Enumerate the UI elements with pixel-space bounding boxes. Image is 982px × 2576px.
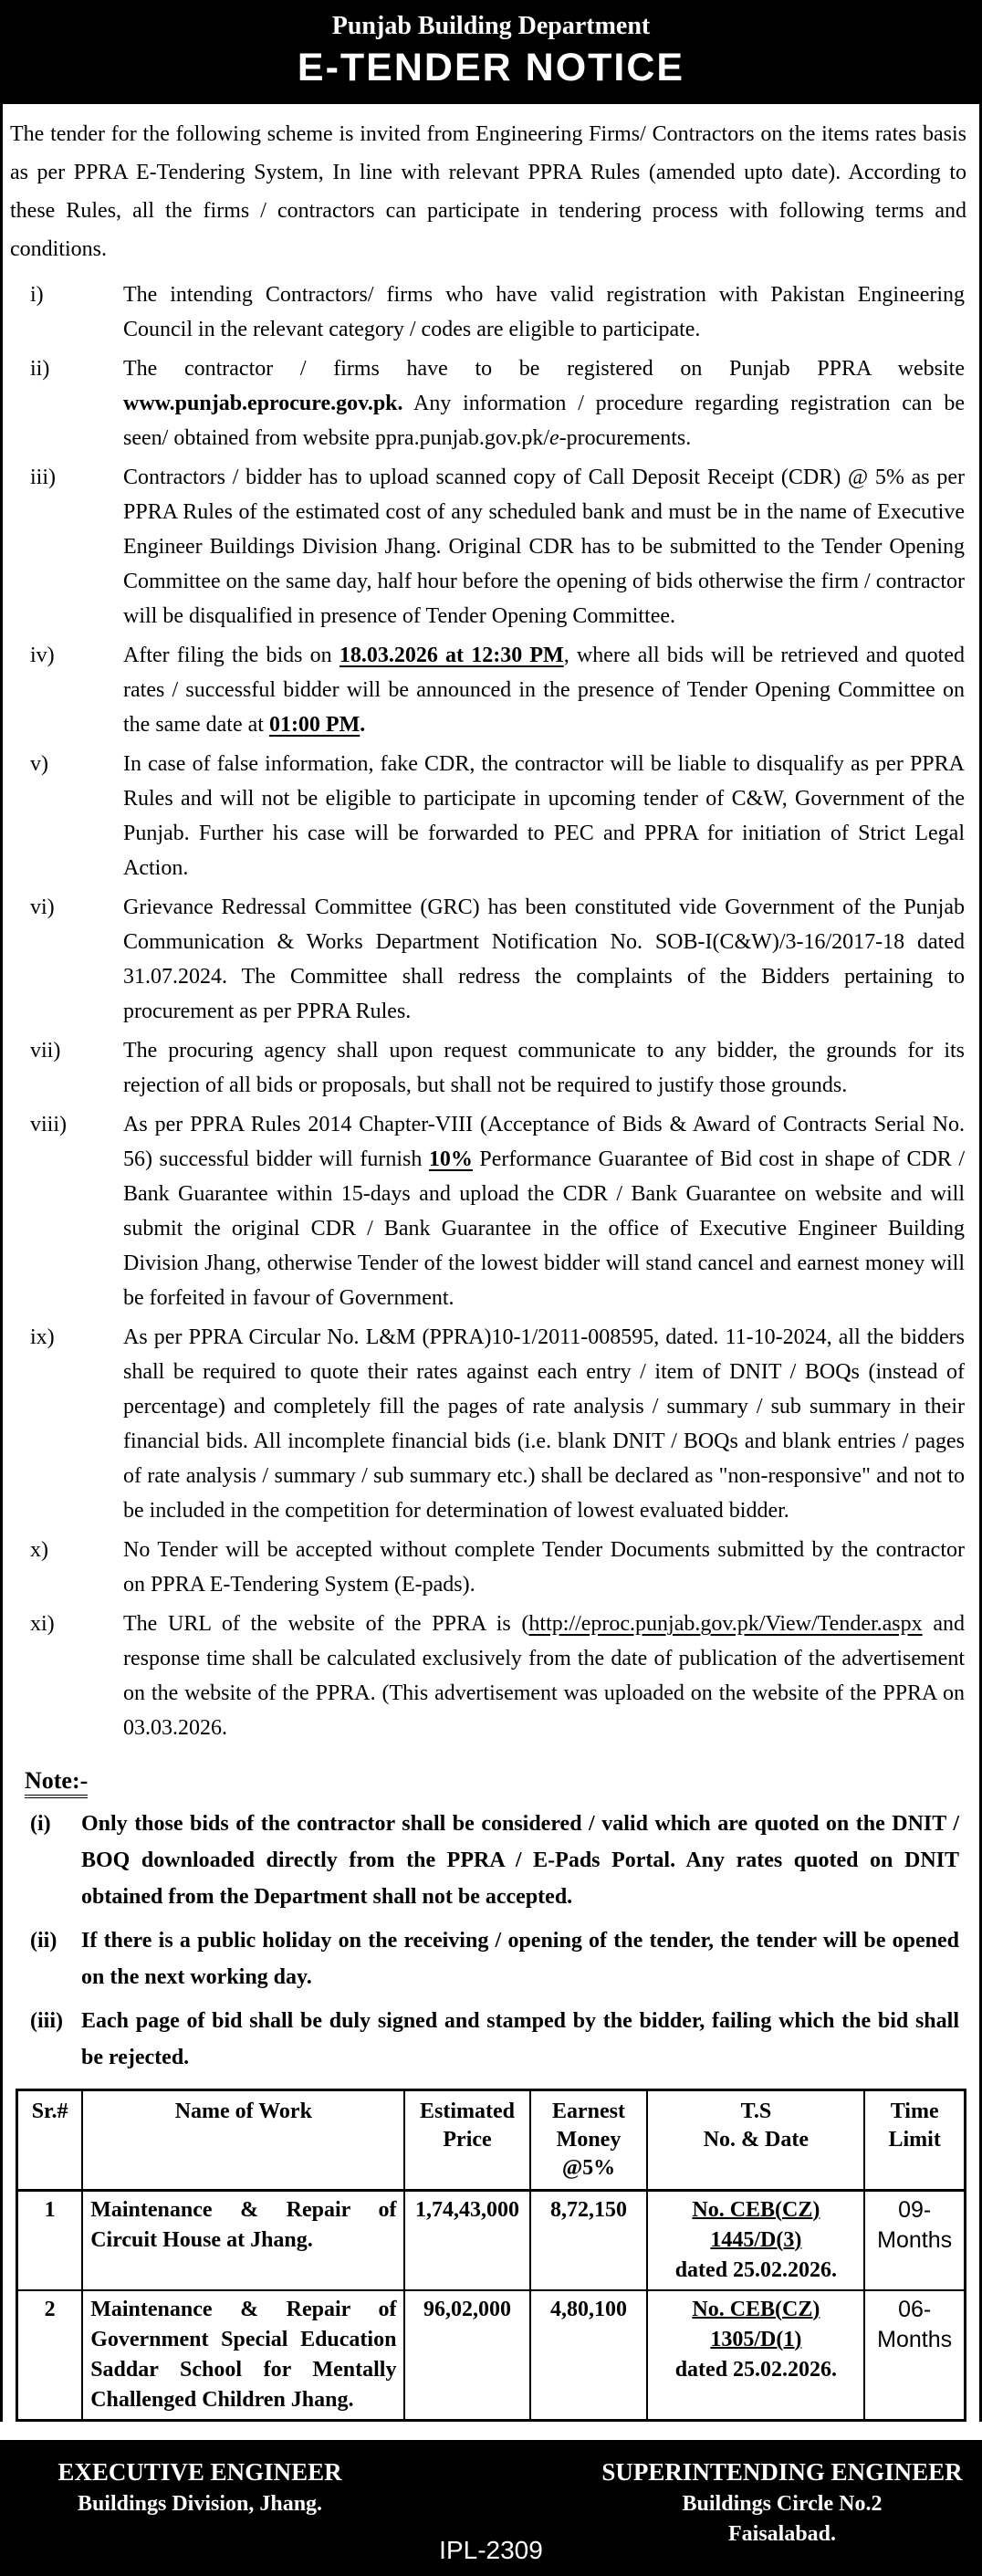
text-segment: After filing the bids on — [123, 644, 340, 667]
ts-number: No. CEB(CZ) 1445/D(3) — [692, 2198, 820, 2252]
table-row — [17, 2191, 966, 2291]
term-item — [30, 1320, 965, 1528]
note-item-text: Each page of bid shall be duly signed and stamped by the bidder, failing which the bid shall be rejected. — [81, 2009, 959, 2069]
text-segment: http://eproc.punjab.gov.pk/View/Tender.aspx — [528, 1612, 923, 1636]
term-item — [30, 1607, 965, 1745]
executive-engineer-title: EXECUTIVE ENGINEER — [57, 2458, 342, 2486]
term-marker: ix) — [30, 1325, 55, 1349]
term-marker: vi) — [30, 895, 55, 919]
ts-date: dated 25.02.2026. — [674, 2258, 838, 2282]
cell-name-of-work: Maintenance & Repair of Government Special Education Saddar School for Mentally Challenged Children Jhang. — [82, 2290, 404, 2421]
term-text — [123, 277, 965, 347]
ts-number: No. CEB(CZ) 1305/D(1) — [692, 2298, 820, 2351]
note-item-marker: (iii) — [30, 2009, 63, 2033]
cell-serial: 1 — [17, 2191, 83, 2291]
term-item — [30, 1533, 965, 1602]
note-item — [30, 1922, 959, 1995]
note-heading-row — [25, 1767, 979, 1795]
table-header-cell — [17, 2090, 83, 2191]
term-text — [123, 1033, 965, 1103]
note-item-marker: (ii) — [30, 1929, 57, 1953]
text-segment: Grievance Redressal Committee (GRC) has been constituted vide Government of the Punjab Communication & Works Department Notification No. SOB-I(C&W)/3-16/2017-18 dated 31.07.2024. The Committee shall redress the complaints of the Bidders pertaining to procurement as per PPRA Rules. — [123, 895, 965, 1023]
ts-date: dated 25.02.2026. — [674, 2358, 838, 2382]
note-item-marker: (i) — [30, 1812, 51, 1836]
table-header-line: @5% — [561, 2156, 616, 2180]
cell-estimated-price: 1,74,43,000 — [404, 2191, 529, 2291]
table-header-line: Limit — [888, 2128, 941, 2152]
cell-ts-no-date — [647, 2290, 864, 2421]
term-item — [30, 351, 965, 456]
cell-earnest-money: 8,72,150 — [530, 2191, 648, 2291]
text-segment: 10% — [428, 1147, 473, 1171]
text-segment: -procurements. — [559, 426, 692, 450]
term-item — [30, 460, 965, 634]
table-row — [17, 2290, 966, 2421]
department-title: Punjab Building Department — [331, 12, 651, 40]
ipl-number: IPL-2309 — [439, 2536, 543, 2564]
note-item — [30, 1806, 959, 1915]
term-item — [30, 1107, 965, 1315]
term-marker: xi) — [30, 1612, 55, 1636]
table-header-line: Estimated — [420, 2100, 516, 2123]
text-segment: . — [360, 713, 366, 737]
term-text — [123, 1320, 965, 1528]
text-segment: As per PPRA Circular No. L&M (PPRA)10-1/2011-008595, dated. 11-10-2024, all the bidders shall be required to quote their rates against each entry / item of DNIT / BOQs (instead of percentage) and completely fill the pages of rate analysis / summary / sub summary in their financial bids. All incomplete financial bids (i.e. blank DNIT / BOQs and blank entries / pages of rate analysis / summary / sub summary etc.) shall be declared as "non-responsive" and not to be included in the competition for determination of lowest evaluated bidder. — [123, 1325, 965, 1523]
term-item — [30, 890, 965, 1029]
superintending-engineer-block — [509, 2458, 964, 2547]
notice-footer — [0, 2440, 982, 2576]
table-header-line: Time — [890, 2100, 939, 2123]
text-segment: Contractors / bidder has to upload scanned copy of Call Deposit Receipt (CDR) @ 5% as per PPRA Rules of the estimated cost of any scheduled bank and must be in the name of Executive Engineer Buildings Division Jhang. Original CDR has to be submitted to the Tender Opening Committee on the same day, half hour before the opening of bids otherwise the firm / contractor will be disqualified in presence of Tender Opening Committee. — [123, 466, 965, 628]
term-item — [30, 747, 965, 885]
text-segment: e — [549, 426, 559, 450]
term-text — [123, 1533, 965, 1602]
note-item-text: Only those bids of the contractor shall be considered / valid which are quoted on the DNIT / BOQ downloaded directly from the PPRA / E-Pads Portal. Any rates quoted on DNIT obtained from the Department shall not be accepted. — [81, 1812, 959, 1909]
note-item — [30, 2003, 959, 2076]
term-item — [30, 277, 965, 347]
table-body — [17, 2191, 966, 2421]
term-marker: iii) — [30, 466, 56, 489]
term-item — [30, 638, 965, 742]
text-segment: Any information / procedure regarding registration can be seen/ obtained from website ppra.punjab.gov.pk/ — [123, 392, 965, 450]
cell-earnest-money: 4,80,100 — [530, 2290, 648, 2421]
table-header-line: Name of Work — [174, 2100, 312, 2123]
text-segment: The URL of the website of the PPRA is ( — [123, 1612, 529, 1636]
intro-paragraph: The tender for the following scheme is invited from Engineering Firms/ Contractors on the items rates basis as per PPRA E-Tendering System, In line with relevant PPRA Rules (amended upto date). According to these Rules, all the firms / contractors can participate in tendering process with following terms and conditions. — [10, 122, 966, 261]
text-segment: No Tender will be accepted without complete Tender Documents submitted by the contractor on PPRA E-Tendering System (E-pads). — [123, 1538, 965, 1597]
text-segment: 01:00 PM — [268, 713, 360, 737]
tender-table — [16, 2089, 966, 2422]
term-marker: iv) — [30, 644, 55, 667]
text-segment: The procuring agency shall upon request communicate to any bidder, the grounds for its rejection of all bids or proposals, but shall not be required to justify those grounds. — [123, 1039, 965, 1097]
table-header-line: Price — [443, 2128, 492, 2152]
text-segment: and response time shall be calculated exclusively from the date of publication of the advertisement on the website of the PPRA. (This advertisement was uploaded on the website of the PPRA on 03.03.2026. — [123, 1612, 965, 1740]
term-text — [123, 747, 965, 885]
term-item — [30, 1033, 965, 1103]
superintending-engineer-title: SUPERINTENDING ENGINEER — [601, 2458, 963, 2486]
term-text — [123, 1107, 965, 1315]
text-segment: Performance Guarantee of Bid cost in shape of CDR / Bank Guarantee within 15-days and upload the CDR / Bank Guarantee on website and will submit the original CDR / Bank Guarantee in the office of Executive Engineer Building Division Jhang, otherwise Tender of the lowest bidder will stand cancel and earnest money will be forfeited in favour of Government. — [123, 1147, 965, 1310]
executive-engineer-subtitle: Buildings Division, Jhang. — [77, 2492, 323, 2516]
table-header-cell — [404, 2090, 529, 2191]
table-header-cell — [864, 2090, 965, 2191]
table-header-line: No. & Date — [703, 2128, 810, 2152]
text-segment: In case of false information, fake CDR, the contractor will be liable to disqualify as per PPRA Rules and will not be eligible to participate in upcoming tender of C&W, Government of the Punjab. Further his case will be forwarded to PEC and PPRA for initiation of Strict Legal Action. — [123, 752, 965, 880]
term-text — [123, 351, 965, 456]
term-marker: vii) — [30, 1039, 61, 1063]
text-segment: 18.03.2026 at 12:30 PM — [339, 644, 564, 667]
term-marker: i) — [30, 283, 44, 307]
cell-time-limit: 06-Months — [864, 2290, 965, 2421]
note-heading: Note:- — [25, 1767, 88, 1798]
note-item-text: If there is a public holiday on the receiving / opening of the tender, the tender will be opened on the next working day. — [81, 1929, 959, 1989]
table-header-cell — [82, 2090, 404, 2191]
term-text — [123, 890, 965, 1029]
notice-body — [0, 104, 982, 2422]
note-list — [3, 1806, 979, 2076]
terms-list — [3, 277, 979, 1745]
term-text — [123, 460, 965, 634]
superintending-engineer-subtitle1: Buildings Circle No.2 — [682, 2492, 883, 2516]
term-marker: x) — [30, 1538, 48, 1562]
text-segment: The intending Contractors/ firms who have valid registration with Pakistan Engineering Council in the relevant category / codes are eligible to participate. — [123, 283, 965, 341]
term-marker: ii) — [30, 357, 50, 381]
table-header-line: Earnest — [552, 2100, 625, 2123]
executive-engineer-block — [18, 2458, 509, 2547]
cell-ts-no-date — [647, 2191, 864, 2291]
text-segment: As per PPRA Rules 2014 Chapter-VIII (Acceptance of Bids & Award of Contracts Serial No. 56) successful bidder will furnish — [123, 1113, 965, 1171]
table-header-cell — [530, 2090, 648, 2191]
cell-serial: 2 — [17, 2290, 83, 2421]
cell-estimated-price: 96,02,000 — [404, 2290, 529, 2421]
table-header-cell — [647, 2090, 864, 2191]
term-text — [123, 638, 965, 742]
cell-time-limit: 09-Months — [864, 2191, 965, 2291]
table-header-line: Sr.# — [31, 2100, 68, 2123]
notice-header — [0, 0, 982, 104]
term-text — [123, 1607, 965, 1745]
term-marker: v) — [30, 752, 48, 776]
notice-title: E-TENDER NOTICE — [297, 46, 685, 89]
term-marker: viii) — [30, 1113, 67, 1136]
cell-name-of-work: Maintenance & Repair of Circuit House at Jhang. — [82, 2191, 404, 2291]
text-segment: , where all bids will be retrieved and quoted rates / successful bidder will be announced in the presence of Tender Opening Committee on the same date at — [123, 644, 965, 737]
table-header-line: Money — [556, 2128, 622, 2152]
table-header-line: T.S — [740, 2100, 772, 2123]
text-segment: The contractor / firms have to be registered on Punjab PPRA website — [123, 357, 965, 381]
table-header-row — [17, 2090, 966, 2191]
text-segment: www.punjab.eprocure.gov.pk. — [123, 392, 403, 415]
superintending-engineer-subtitle2: Faisalabad. — [727, 2522, 837, 2546]
